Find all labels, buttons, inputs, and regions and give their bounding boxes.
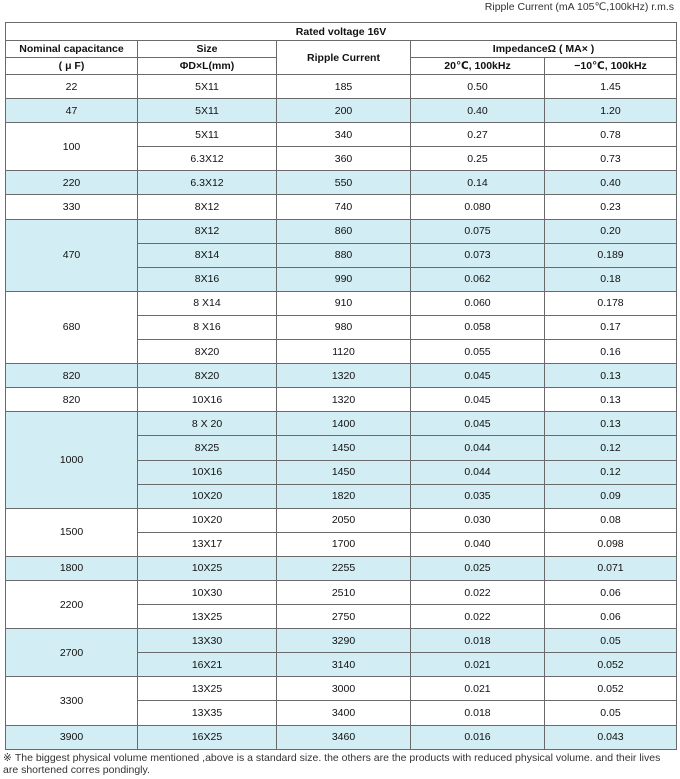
impedance-minus10c-cell: 0.13 [545, 388, 677, 412]
impedance-20c-cell: 0.27 [411, 123, 545, 147]
impedance-minus10c-cell: 0.043 [545, 725, 677, 749]
table-row [6, 195, 677, 219]
impedance-20c-cell: 0.40 [411, 99, 545, 123]
impedance-minus10c-cell: 0.09 [545, 484, 677, 508]
spec-table-body [6, 75, 677, 750]
impedance-20c-cell: 0.025 [411, 556, 545, 580]
header-impedance-minus10c: −10℃, 100kHz [545, 58, 677, 75]
impedance-20c-cell: 0.25 [411, 147, 545, 171]
ripple-current-cell: 185 [277, 75, 411, 99]
impedance-minus10c-cell: 0.052 [545, 653, 677, 677]
ripple-current-cell: 2050 [277, 508, 411, 532]
capacitance-cell: 2700 [6, 629, 138, 677]
impedance-20c-cell: 0.073 [411, 243, 545, 267]
size-cell: 13X30 [138, 629, 277, 653]
ripple-current-cell: 1450 [277, 460, 411, 484]
table-row [6, 412, 677, 436]
table-row [6, 364, 677, 388]
impedance-minus10c-cell: 0.13 [545, 412, 677, 436]
header-size: Size [138, 41, 277, 58]
table-row [6, 171, 677, 195]
ripple-current-cell: 1320 [277, 388, 411, 412]
header-row-1 [6, 41, 677, 58]
capacitance-cell: 680 [6, 291, 138, 363]
header-size-unit: ΦD×L(mm) [138, 58, 277, 75]
impedance-20c-cell: 0.14 [411, 171, 545, 195]
ripple-current-cell: 1700 [277, 532, 411, 556]
size-cell: 8X20 [138, 340, 277, 364]
ripple-current-cell: 340 [277, 123, 411, 147]
size-cell: 10X16 [138, 388, 277, 412]
impedance-20c-cell: 0.075 [411, 219, 545, 243]
impedance-20c-cell: 0.080 [411, 195, 545, 219]
ripple-current-cell: 2255 [277, 556, 411, 580]
impedance-minus10c-cell: 1.45 [545, 75, 677, 99]
capacitance-cell: 330 [6, 195, 138, 219]
capacitance-cell: 100 [6, 123, 138, 171]
impedance-minus10c-cell: 0.12 [545, 460, 677, 484]
size-cell: 6.3X12 [138, 147, 277, 171]
table-row [6, 580, 677, 604]
size-cell: 8 X14 [138, 291, 277, 315]
capacitance-cell: 820 [6, 388, 138, 412]
impedance-minus10c-cell: 0.05 [545, 701, 677, 725]
size-cell: 8X20 [138, 364, 277, 388]
impedance-minus10c-cell: 0.78 [545, 123, 677, 147]
impedance-minus10c-cell: 0.16 [545, 340, 677, 364]
ripple-current-cell: 990 [277, 267, 411, 291]
impedance-20c-cell: 0.062 [411, 267, 545, 291]
impedance-20c-cell: 0.030 [411, 508, 545, 532]
size-cell: 13X17 [138, 532, 277, 556]
impedance-20c-cell: 0.040 [411, 532, 545, 556]
ripple-current-cell: 3290 [277, 629, 411, 653]
impedance-20c-cell: 0.044 [411, 436, 545, 460]
impedance-20c-cell: 0.045 [411, 412, 545, 436]
ripple-current-cell: 1820 [277, 484, 411, 508]
footnote [3, 752, 675, 776]
ripple-current-cell: 740 [277, 195, 411, 219]
impedance-minus10c-cell: 0.08 [545, 508, 677, 532]
size-cell: 5X11 [138, 99, 277, 123]
ripple-current-cell: 3140 [277, 653, 411, 677]
impedance-minus10c-cell: 0.06 [545, 580, 677, 604]
ripple-current-cell: 2510 [277, 580, 411, 604]
ripple-current-cell: 880 [277, 243, 411, 267]
size-cell: 6.3X12 [138, 171, 277, 195]
size-cell: 5X11 [138, 75, 277, 99]
size-cell: 8X16 [138, 267, 277, 291]
ripple-current-cell: 1120 [277, 340, 411, 364]
header-capacitance-unit: ( μ F) [6, 58, 138, 75]
capacitance-cell: 22 [6, 75, 138, 99]
footnote-text: The biggest physical volume mentioned ,above is a standard size. the others are the products with reduced physical volume. and their lives are shortened corres pondingly. [3, 752, 661, 776]
table-row [6, 219, 677, 243]
capacitance-cell: 47 [6, 99, 138, 123]
footnote-mark: ※ [3, 752, 12, 764]
table-row [6, 291, 677, 315]
capacitance-cell: 470 [6, 219, 138, 291]
ripple-unit-note: Ripple Current (mA 105℃,100kHz) r.m.s [484, 1, 674, 13]
impedance-minus10c-cell: 0.12 [545, 436, 677, 460]
capacitance-cell: 1800 [6, 556, 138, 580]
size-cell: 16X21 [138, 653, 277, 677]
capacitance-cell: 2200 [6, 580, 138, 628]
table-row [6, 99, 677, 123]
impedance-20c-cell: 0.022 [411, 580, 545, 604]
capacitance-cell: 820 [6, 364, 138, 388]
impedance-minus10c-cell: 0.40 [545, 171, 677, 195]
ripple-current-cell: 1450 [277, 436, 411, 460]
size-cell: 10X20 [138, 508, 277, 532]
table-row [6, 508, 677, 532]
size-cell: 8 X 20 [138, 412, 277, 436]
size-cell: 5X11 [138, 123, 277, 147]
ripple-current-cell: 910 [277, 291, 411, 315]
impedance-20c-cell: 0.50 [411, 75, 545, 99]
size-cell: 13X25 [138, 677, 277, 701]
table-row [6, 123, 677, 147]
capacitance-cell: 3300 [6, 677, 138, 725]
size-cell: 10X20 [138, 484, 277, 508]
size-cell: 8X25 [138, 436, 277, 460]
size-cell: 8X14 [138, 243, 277, 267]
ripple-current-cell: 860 [277, 219, 411, 243]
capacitance-cell: 220 [6, 171, 138, 195]
ripple-current-cell: 1400 [277, 412, 411, 436]
table-row [6, 556, 677, 580]
size-cell: 8X12 [138, 219, 277, 243]
impedance-minus10c-cell: 0.189 [545, 243, 677, 267]
table-row [6, 629, 677, 653]
capacitance-cell: 3900 [6, 725, 138, 749]
impedance-minus10c-cell: 0.178 [545, 291, 677, 315]
ripple-current-cell: 1320 [277, 364, 411, 388]
impedance-20c-cell: 0.018 [411, 629, 545, 653]
impedance-20c-cell: 0.035 [411, 484, 545, 508]
ripple-current-cell: 360 [277, 147, 411, 171]
table-row [6, 75, 677, 99]
ripple-current-cell: 980 [277, 315, 411, 339]
size-cell: 10X30 [138, 580, 277, 604]
size-cell: 13X25 [138, 605, 277, 629]
impedance-minus10c-cell: 0.098 [545, 532, 677, 556]
impedance-20c-cell: 0.060 [411, 291, 545, 315]
impedance-20c-cell: 0.022 [411, 605, 545, 629]
impedance-20c-cell: 0.018 [411, 701, 545, 725]
table-row [6, 725, 677, 749]
impedance-minus10c-cell: 1.20 [545, 99, 677, 123]
impedance-20c-cell: 0.016 [411, 725, 545, 749]
ripple-current-cell: 3400 [277, 701, 411, 725]
impedance-20c-cell: 0.021 [411, 653, 545, 677]
table-title: Rated voltage 16V [6, 23, 677, 41]
ripple-current-cell: 3460 [277, 725, 411, 749]
impedance-minus10c-cell: 0.18 [545, 267, 677, 291]
impedance-minus10c-cell: 0.071 [545, 556, 677, 580]
header-capacitance: Nominal capacitance [6, 41, 138, 58]
size-cell: 8X12 [138, 195, 277, 219]
table-title-row [6, 23, 677, 41]
impedance-20c-cell: 0.058 [411, 315, 545, 339]
impedance-20c-cell: 0.045 [411, 388, 545, 412]
impedance-20c-cell: 0.045 [411, 364, 545, 388]
impedance-minus10c-cell: 0.052 [545, 677, 677, 701]
impedance-minus10c-cell: 0.05 [545, 629, 677, 653]
ripple-current-cell: 3000 [277, 677, 411, 701]
impedance-minus10c-cell: 0.73 [545, 147, 677, 171]
impedance-20c-cell: 0.055 [411, 340, 545, 364]
table-row [6, 388, 677, 412]
impedance-minus10c-cell: 0.06 [545, 605, 677, 629]
table-row [6, 677, 677, 701]
ripple-current-cell: 2750 [277, 605, 411, 629]
impedance-minus10c-cell: 0.13 [545, 364, 677, 388]
impedance-minus10c-cell: 0.17 [545, 315, 677, 339]
impedance-minus10c-cell: 0.23 [545, 195, 677, 219]
header-impedance-20c: 20℃, 100kHz [411, 58, 545, 75]
capacitance-cell: 1500 [6, 508, 138, 556]
capacitance-cell: 1000 [6, 412, 138, 508]
impedance-minus10c-cell: 0.20 [545, 219, 677, 243]
size-cell: 13X35 [138, 701, 277, 725]
header-impedance: ImpedanceΩ ( MA× ) [411, 41, 677, 58]
impedance-20c-cell: 0.044 [411, 460, 545, 484]
header-ripple-current: Ripple Current [277, 41, 411, 75]
size-cell: 16X25 [138, 725, 277, 749]
size-cell: 10X16 [138, 460, 277, 484]
ripple-current-cell: 550 [277, 171, 411, 195]
ripple-current-cell: 200 [277, 99, 411, 123]
rated-voltage-spec-table [5, 22, 677, 750]
impedance-20c-cell: 0.021 [411, 677, 545, 701]
size-cell: 8 X16 [138, 315, 277, 339]
size-cell: 10X25 [138, 556, 277, 580]
